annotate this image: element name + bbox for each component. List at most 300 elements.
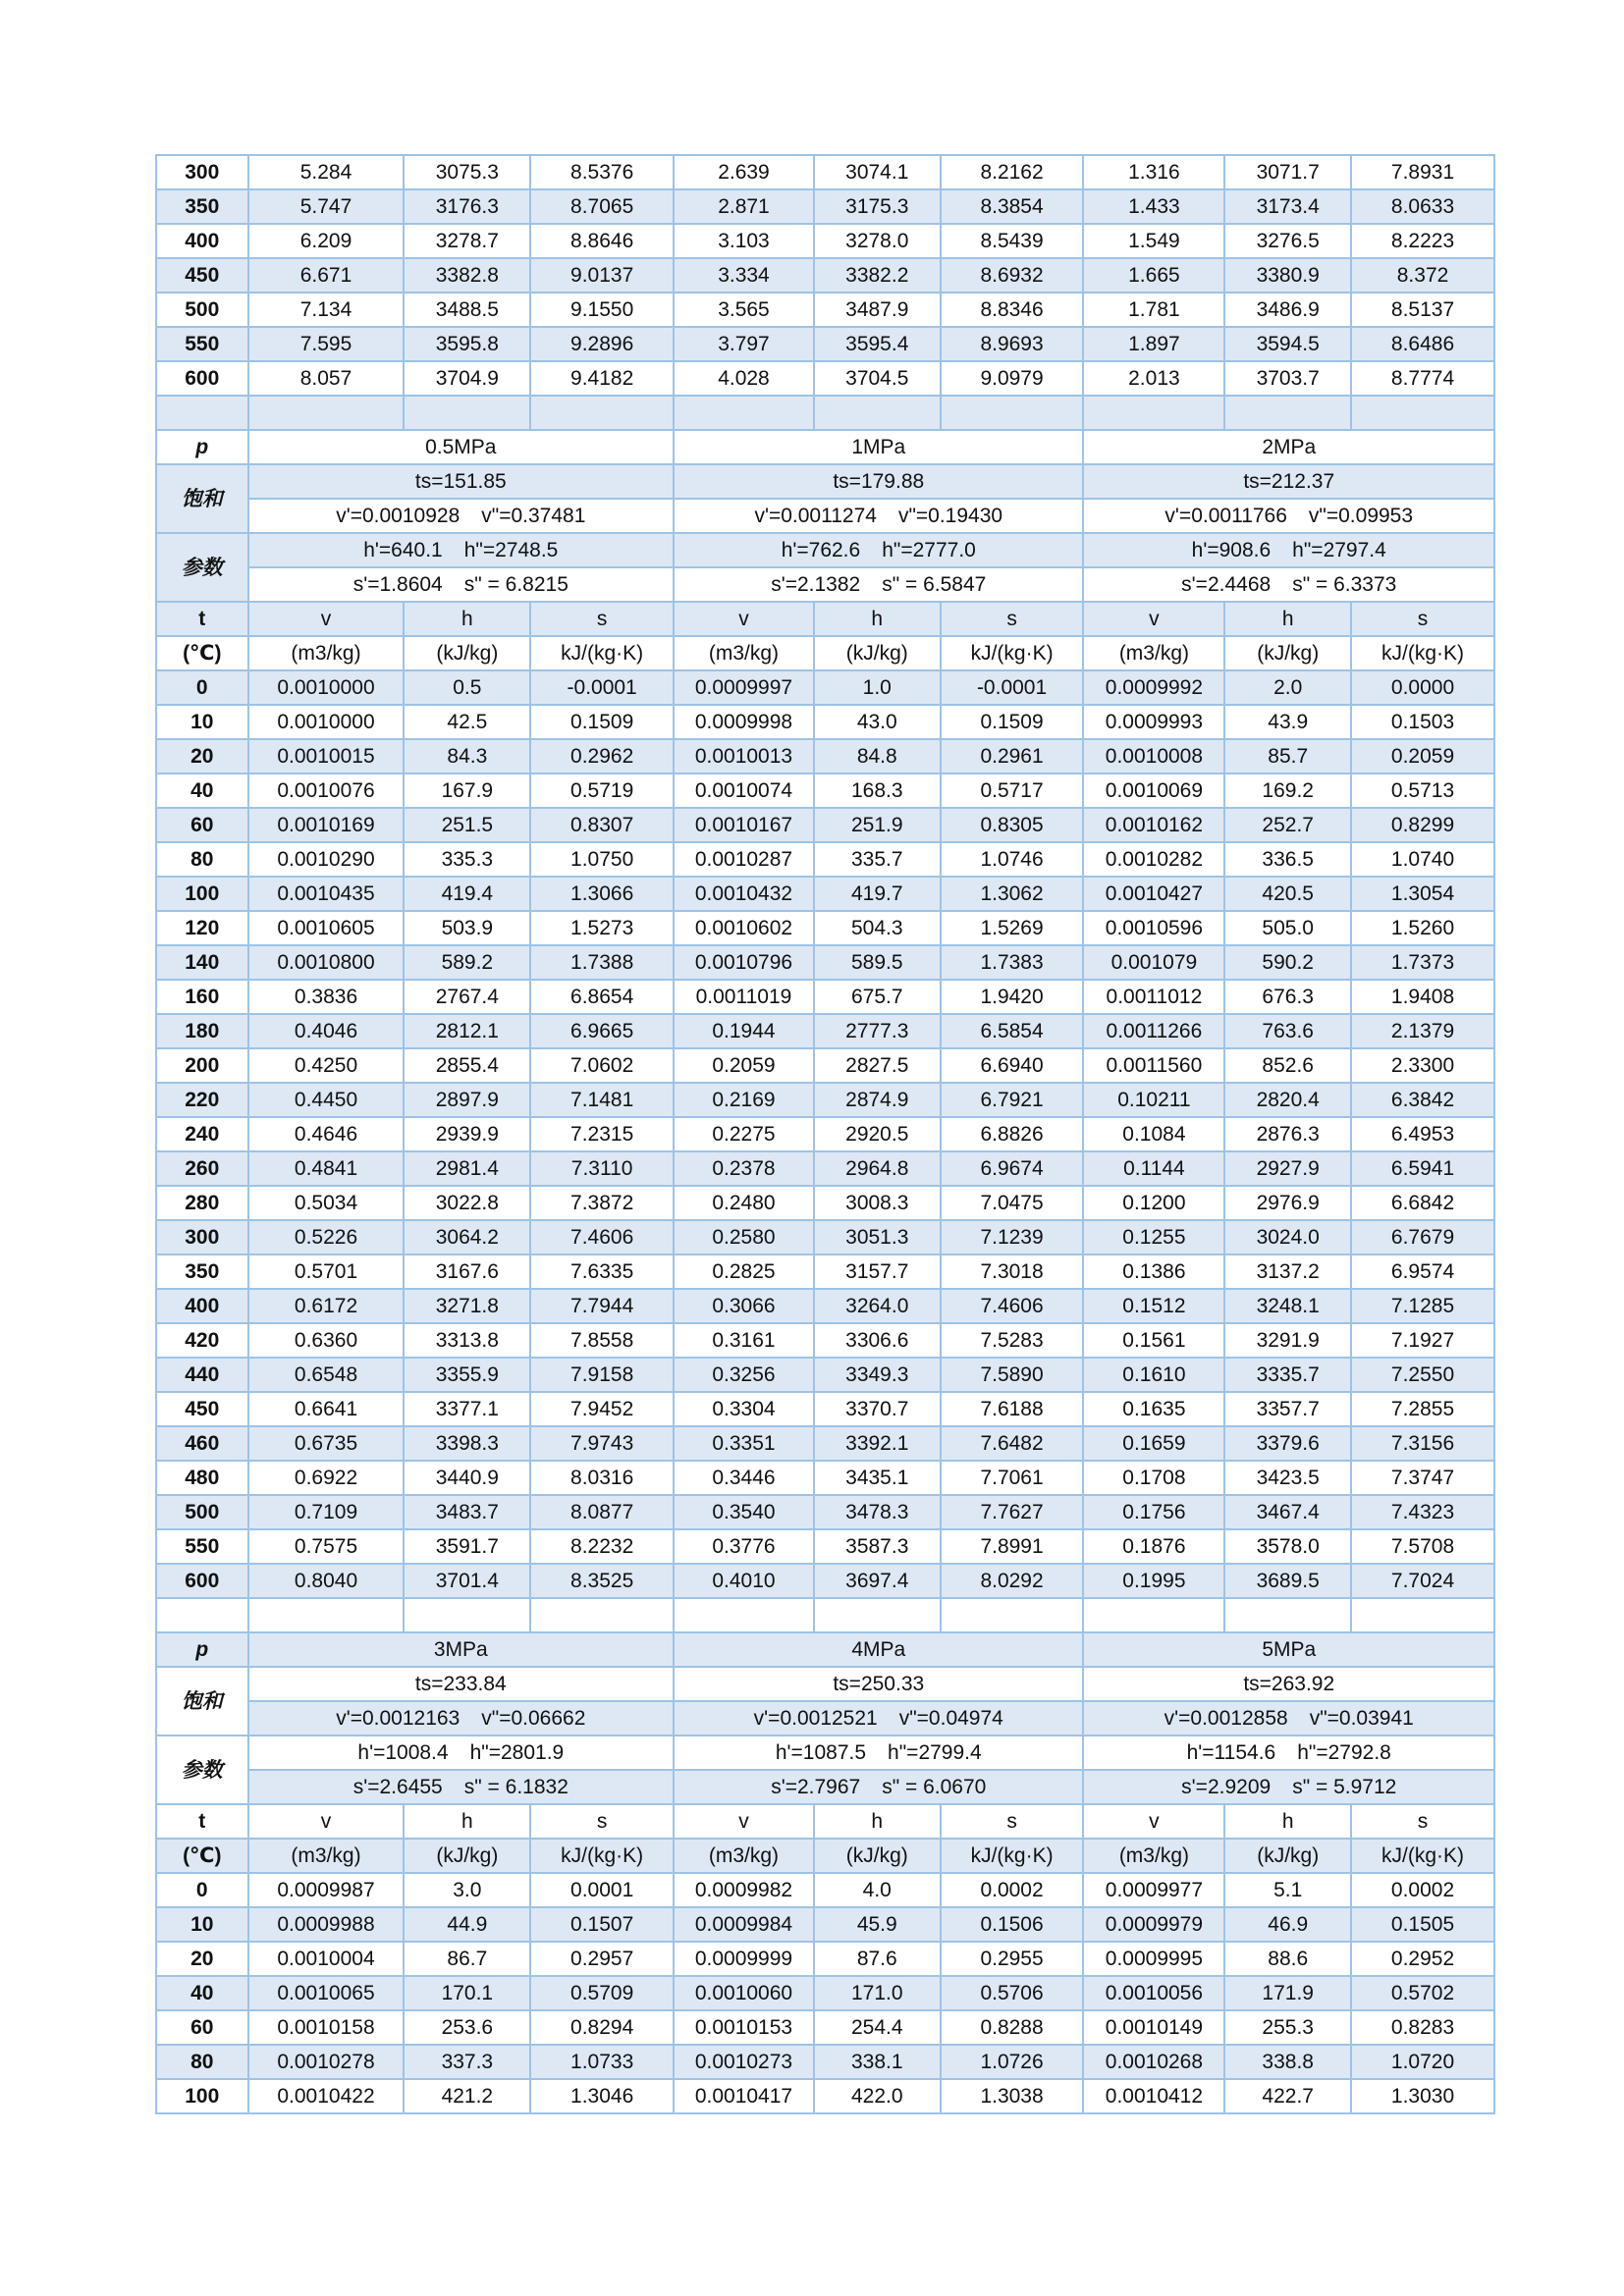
value-cell: 0.4841: [248, 1151, 405, 1186]
value-cell: 252.7: [1224, 808, 1351, 842]
value-cell: 255.3: [1224, 2010, 1351, 2045]
value-cell: 3423.5: [1224, 1461, 1351, 1495]
value-cell: 0.7109: [248, 1495, 405, 1529]
table-row: [156, 1873, 1494, 1907]
value-cell: 2874.9: [814, 1083, 941, 1117]
value-cell: 0.0009998: [674, 705, 814, 739]
column-header: v: [674, 602, 814, 636]
unit-header: (m3/kg): [1083, 1839, 1224, 1873]
value-cell: 0.2952: [1351, 1942, 1494, 1976]
column-header: v: [248, 602, 405, 636]
saturation-enthalpy: [248, 1735, 675, 1770]
saturation-entropy: [1083, 1770, 1494, 1804]
value-cell: 3176.3: [404, 189, 530, 224]
value-cell: 0.1756: [1083, 1495, 1224, 1529]
value-cell: 1.665: [1083, 258, 1224, 293]
value-cell: 7.7061: [941, 1461, 1084, 1495]
value-cell: 0.6172: [248, 1289, 405, 1323]
value-cell: 3382.8: [404, 258, 530, 293]
value-cell: 338.1: [814, 2045, 941, 2079]
value-cell: 422.7: [1224, 2079, 1351, 2113]
value-cell: 1.5269: [941, 911, 1084, 945]
saturation-entropy: [674, 1770, 1083, 1804]
temperature-cell: 0: [156, 670, 248, 705]
saturation-entropy: [248, 567, 675, 602]
steam-property-table: [155, 154, 1495, 2114]
column-header: v: [674, 1804, 814, 1839]
pressure-value: 0.5MPa: [248, 430, 675, 464]
value-cell: 0.0010596: [1083, 911, 1224, 945]
value-cell: 0.2378: [674, 1151, 814, 1186]
value-cell: 6.8654: [530, 980, 674, 1014]
value-cell: 2927.9: [1224, 1151, 1351, 1186]
value-cell: 3022.8: [404, 1186, 530, 1220]
value-cell: 7.595: [248, 327, 405, 361]
value-cell: 0.2961: [941, 739, 1084, 774]
saturation-enthalpy: [248, 533, 675, 567]
value-cell: 3355.9: [404, 1358, 530, 1392]
saturation-temperature: ts=212.37: [1083, 464, 1494, 499]
value-cell: 0.1995: [1083, 1564, 1224, 1598]
value-cell: 4.028: [674, 361, 814, 396]
table-row: [156, 1151, 1494, 1186]
value-cell: 0.0010149: [1083, 2010, 1224, 2045]
pressure-header-row: [156, 430, 1494, 464]
table-row: [156, 1976, 1494, 2010]
saturation-enthalpy-liquid: h'=1008.4: [357, 1741, 449, 1764]
temperature-cell: 500: [156, 1495, 248, 1529]
value-cell: 3382.2: [814, 258, 941, 293]
value-cell: 3486.9: [1224, 293, 1351, 327]
pressure-label: p: [156, 430, 248, 464]
unit-header: (kJ/kg): [1224, 1839, 1351, 1873]
saturation-volume: [1083, 499, 1494, 533]
column-header: h: [814, 602, 941, 636]
value-cell: 0.5701: [248, 1255, 405, 1289]
value-cell: 3335.7: [1224, 1358, 1351, 1392]
value-cell: 0.3256: [674, 1358, 814, 1392]
value-cell: 0.1659: [1083, 1426, 1224, 1461]
value-cell: 44.9: [404, 1907, 530, 1942]
value-cell: 7.1481: [530, 1083, 674, 1117]
value-cell: 3591.7: [404, 1529, 530, 1564]
value-cell: 6.3842: [1351, 1083, 1494, 1117]
value-cell: 0.3446: [674, 1461, 814, 1495]
saturation-volume-liquid: v'=0.0012858: [1164, 1707, 1288, 1730]
value-cell: 0.8307: [530, 808, 674, 842]
value-cell: 7.0475: [941, 1186, 1084, 1220]
table-row: [156, 877, 1494, 911]
temperature-cell: 300: [156, 155, 248, 189]
value-cell: 8.2223: [1351, 224, 1494, 258]
value-cell: 7.6335: [530, 1255, 674, 1289]
value-cell: 0.0009987: [248, 1873, 405, 1907]
column-header: s: [941, 602, 1084, 636]
saturation-entropy-vapor: s" = 5.9712: [1292, 1776, 1397, 1798]
value-cell: 85.7: [1224, 739, 1351, 774]
value-cell: 2939.9: [404, 1117, 530, 1151]
value-cell: 0.3776: [674, 1529, 814, 1564]
table-row: [156, 1255, 1494, 1289]
value-cell: 169.2: [1224, 774, 1351, 808]
saturation-entropy: [248, 1770, 675, 1804]
column-header: h: [1224, 1804, 1351, 1839]
value-cell: 336.5: [1224, 842, 1351, 877]
value-cell: 0.1610: [1083, 1358, 1224, 1392]
value-cell: -0.0001: [530, 670, 674, 705]
saturation-volume-liquid: v'=0.0011766: [1164, 505, 1287, 527]
value-cell: 0.3304: [674, 1392, 814, 1426]
value-cell: 42.5: [404, 705, 530, 739]
saturation-entropy: [674, 567, 1083, 602]
temperature-cell: 400: [156, 224, 248, 258]
value-cell: 3278.7: [404, 224, 530, 258]
value-cell: 8.8646: [530, 224, 674, 258]
column-header: s: [1351, 1804, 1494, 1839]
temperature-cell: 10: [156, 1907, 248, 1942]
value-cell: 0.0009977: [1083, 1873, 1224, 1907]
value-cell: 3704.9: [404, 361, 530, 396]
value-cell: 0.0009982: [674, 1873, 814, 1907]
table-row: [156, 1117, 1494, 1151]
value-cell: 0.6641: [248, 1392, 405, 1426]
blank-cell: [814, 1598, 941, 1632]
value-cell: 1.3062: [941, 877, 1084, 911]
temperature-cell: 160: [156, 980, 248, 1014]
value-cell: 3291.9: [1224, 1323, 1351, 1358]
value-cell: 0.0010796: [674, 945, 814, 980]
value-cell: 6.9574: [1351, 1255, 1494, 1289]
value-cell: 0.8040: [248, 1564, 405, 1598]
value-cell: 7.6482: [941, 1426, 1084, 1461]
unit-header: (m3/kg): [248, 636, 405, 670]
value-cell: 6.7679: [1351, 1220, 1494, 1255]
temperature-cell: 600: [156, 1564, 248, 1598]
unit-header: kJ/(kg·K): [1351, 1839, 1494, 1873]
value-cell: 1.897: [1083, 327, 1224, 361]
value-cell: 88.6: [1224, 1942, 1351, 1976]
value-cell: 6.671: [248, 258, 405, 293]
saturation-temperature: ts=179.88: [674, 464, 1083, 499]
value-cell: 7.2315: [530, 1117, 674, 1151]
value-cell: 8.7065: [530, 189, 674, 224]
table-row: [156, 1048, 1494, 1083]
value-cell: 8.0877: [530, 1495, 674, 1529]
value-cell: 0.0010158: [248, 2010, 405, 2045]
value-cell: 8.0316: [530, 1461, 674, 1495]
saturation-entropy-liquid: s'=2.9209: [1181, 1776, 1272, 1798]
value-cell: 0.1200: [1083, 1186, 1224, 1220]
saturation-entropy-vapor: s" = 6.3373: [1292, 573, 1397, 596]
table-row: [156, 1495, 1494, 1529]
temperature-cell: 40: [156, 774, 248, 808]
value-cell: 0.0010008: [1083, 739, 1224, 774]
value-cell: 3370.7: [814, 1392, 941, 1426]
unit-header-row: [156, 636, 1494, 670]
value-cell: 0.2059: [1351, 739, 1494, 774]
value-cell: 3157.7: [814, 1255, 941, 1289]
value-cell: 852.6: [1224, 1048, 1351, 1083]
value-cell: 8.5376: [530, 155, 674, 189]
saturation-enthalpy-row: [156, 533, 1494, 567]
value-cell: 0.0009999: [674, 1942, 814, 1976]
saturation-enthalpy: [674, 533, 1083, 567]
value-cell: 7.2550: [1351, 1358, 1494, 1392]
value-cell: 0.4010: [674, 1564, 814, 1598]
value-cell: 0.0011266: [1083, 1014, 1224, 1048]
value-cell: 4.0: [814, 1873, 941, 1907]
value-cell: 0.1944: [674, 1014, 814, 1048]
value-cell: 0.6922: [248, 1461, 405, 1495]
value-cell: 0.1386: [1083, 1255, 1224, 1289]
saturation-entropy-vapor: s" = 6.8215: [463, 573, 568, 596]
temperature-cell: 100: [156, 2079, 248, 2113]
value-cell: 87.6: [814, 1942, 941, 1976]
value-cell: 251.9: [814, 808, 941, 842]
value-cell: 0.2957: [530, 1942, 674, 1976]
blank-cell: [404, 396, 530, 430]
temperature-cell: 60: [156, 808, 248, 842]
value-cell: 421.2: [404, 2079, 530, 2113]
value-cell: 3697.4: [814, 1564, 941, 1598]
value-cell: 3701.4: [404, 1564, 530, 1598]
value-cell: 3.565: [674, 293, 814, 327]
value-cell: 3487.9: [814, 293, 941, 327]
value-cell: 3137.2: [1224, 1255, 1351, 1289]
pressure-value: 5MPa: [1083, 1632, 1494, 1667]
temperature-cell: 80: [156, 842, 248, 877]
saturation-entropy-vapor: s" = 6.5847: [882, 573, 987, 596]
column-header: s: [530, 1804, 674, 1839]
table-row: [156, 1186, 1494, 1220]
value-cell: 3578.0: [1224, 1529, 1351, 1564]
value-cell: 6.6940: [941, 1048, 1084, 1083]
value-cell: 8.5137: [1351, 293, 1494, 327]
saturation-enthalpy-liquid: h'=762.6: [781, 539, 861, 561]
value-cell: 0.0010015: [248, 739, 405, 774]
unit-header: kJ/(kg·K): [530, 1839, 674, 1873]
table-row: [156, 1426, 1494, 1461]
value-cell: 7.3110: [530, 1151, 674, 1186]
value-cell: 6.5941: [1351, 1151, 1494, 1186]
unit-header: kJ/(kg·K): [941, 1839, 1084, 1873]
value-cell: 8.7774: [1351, 361, 1494, 396]
table-row: [156, 1358, 1494, 1392]
value-cell: 170.1: [404, 1976, 530, 2010]
table-row: [156, 842, 1494, 877]
value-cell: 2855.4: [404, 1048, 530, 1083]
value-cell: 9.0137: [530, 258, 674, 293]
blank-cell: [1083, 396, 1224, 430]
value-cell: 8.8346: [941, 293, 1084, 327]
table-row: [156, 293, 1494, 327]
unit-header: (m3/kg): [674, 636, 814, 670]
value-cell: 6.9665: [530, 1014, 674, 1048]
value-cell: 3278.0: [814, 224, 941, 258]
pressure-value: 2MPa: [1083, 430, 1494, 464]
column-header: s: [1351, 602, 1494, 636]
saturation-volume-row: [156, 499, 1494, 533]
value-cell: 7.5283: [941, 1323, 1084, 1358]
value-cell: 2.639: [674, 155, 814, 189]
value-cell: 0.0010069: [1083, 774, 1224, 808]
value-cell: 335.3: [404, 842, 530, 877]
table-row: [156, 808, 1494, 842]
column-header: h: [404, 602, 530, 636]
value-cell: 7.0602: [530, 1048, 674, 1083]
value-cell: 7.134: [248, 293, 405, 327]
value-cell: 1.0726: [941, 2045, 1084, 2079]
value-cell: 504.3: [814, 911, 941, 945]
table-row: [156, 774, 1494, 808]
value-cell: 0.3161: [674, 1323, 814, 1358]
value-cell: 0.1506: [941, 1907, 1084, 1942]
value-cell: 3483.7: [404, 1495, 530, 1529]
value-cell: 3.103: [674, 224, 814, 258]
value-cell: 8.3525: [530, 1564, 674, 1598]
value-cell: 3276.5: [1224, 224, 1351, 258]
value-cell: 3467.4: [1224, 1495, 1351, 1529]
value-cell: 3064.2: [404, 1220, 530, 1255]
value-cell: 2820.4: [1224, 1083, 1351, 1117]
value-cell: 0.0009988: [248, 1907, 405, 1942]
saturation-volume: [248, 1701, 675, 1735]
temperature-cell: 600: [156, 361, 248, 396]
value-cell: 6.8826: [941, 1117, 1084, 1151]
value-cell: 3595.8: [404, 327, 530, 361]
value-cell: 5.1: [1224, 1873, 1351, 1907]
temperature-cell: 100: [156, 877, 248, 911]
value-cell: 0.0010427: [1083, 877, 1224, 911]
value-cell: 2.871: [674, 189, 814, 224]
value-cell: 7.8991: [941, 1529, 1084, 1564]
value-cell: 0.0010060: [674, 1976, 814, 2010]
saturation-temperature: ts=151.85: [248, 464, 675, 499]
value-cell: 3.797: [674, 327, 814, 361]
unit-header: (kJ/kg): [814, 636, 941, 670]
saturation-label: 饱和: [156, 464, 248, 533]
value-cell: 0.0010282: [1083, 842, 1224, 877]
value-cell: 0.0010074: [674, 774, 814, 808]
temperature-cell: 0: [156, 1873, 248, 1907]
pressure-value: 3MPa: [248, 1632, 675, 1667]
value-cell: 8.5439: [941, 224, 1084, 258]
saturation-enthalpy-liquid: h'=1087.5: [775, 1741, 867, 1764]
value-cell: 676.3: [1224, 980, 1351, 1014]
value-cell: 2976.9: [1224, 1186, 1351, 1220]
value-cell: 0.0011560: [1083, 1048, 1224, 1083]
saturation-enthalpy: [1083, 533, 1494, 567]
value-cell: 0.4046: [248, 1014, 405, 1048]
column-header-row: [156, 1804, 1494, 1839]
parameter-label: 参数: [156, 533, 248, 602]
saturation-enthalpy-row: [156, 1735, 1494, 1770]
table-row: [156, 1083, 1494, 1117]
value-cell: 422.0: [814, 2079, 941, 2113]
saturation-enthalpy-liquid: h'=1154.6: [1186, 1741, 1276, 1764]
value-cell: 0.001079: [1083, 945, 1224, 980]
column-header: h: [814, 1804, 941, 1839]
value-cell: 0.0010076: [248, 774, 405, 808]
saturation-volume-vapor: v"=0.06662: [481, 1707, 586, 1730]
unit-header: kJ/(kg·K): [941, 636, 1084, 670]
saturation-volume-liquid: v'=0.0012521: [753, 1707, 878, 1730]
value-cell: 3704.5: [814, 361, 941, 396]
temperature-cell: 450: [156, 258, 248, 293]
blank-cell: [156, 396, 248, 430]
value-cell: 0.0000: [1351, 670, 1494, 705]
saturation-volume-vapor: v"=0.19430: [897, 505, 1003, 527]
value-cell: 7.7024: [1351, 1564, 1494, 1598]
value-cell: 3377.1: [404, 1392, 530, 1426]
value-cell: 7.9158: [530, 1358, 674, 1392]
value-cell: 0.5: [404, 670, 530, 705]
value-cell: 0.0010065: [248, 1976, 405, 2010]
value-cell: 0.8294: [530, 2010, 674, 2045]
saturation-entropy-vapor: s" = 6.1832: [463, 1776, 568, 1798]
value-cell: 0.5034: [248, 1186, 405, 1220]
unit-header: (kJ/kg): [404, 1839, 530, 1873]
table-row: [156, 2079, 1494, 2113]
value-cell: 0.10211: [1083, 1083, 1224, 1117]
value-cell: 3587.3: [814, 1529, 941, 1564]
value-cell: 171.9: [1224, 1976, 1351, 2010]
value-cell: 0.0010167: [674, 808, 814, 842]
value-cell: 1.7373: [1351, 945, 1494, 980]
table-row: [156, 258, 1494, 293]
value-cell: 0.2480: [674, 1186, 814, 1220]
temperature-cell: 20: [156, 1942, 248, 1976]
value-cell: 0.0010153: [674, 2010, 814, 2045]
saturation-volume-liquid: v'=0.0012163: [336, 1707, 460, 1730]
blank-cell: [1224, 396, 1351, 430]
value-cell: 3313.8: [404, 1323, 530, 1358]
column-header: v: [1083, 1804, 1224, 1839]
saturation-temperature: ts=250.33: [674, 1667, 1083, 1701]
saturation-entropy: [1083, 567, 1494, 602]
column-header: h: [1224, 602, 1351, 636]
value-cell: 0.0010004: [248, 1942, 405, 1976]
value-cell: 0.1509: [530, 705, 674, 739]
saturation-enthalpy: [674, 1735, 1083, 1770]
value-cell: 2897.9: [404, 1083, 530, 1117]
saturation-volume: [248, 499, 675, 533]
column-header: h: [404, 1804, 530, 1839]
value-cell: 8.6486: [1351, 327, 1494, 361]
value-cell: 3349.3: [814, 1358, 941, 1392]
table-row: [156, 1529, 1494, 1564]
value-cell: 1.549: [1083, 224, 1224, 258]
value-cell: 0.2962: [530, 739, 674, 774]
temperature-cell: 140: [156, 945, 248, 980]
pressure-value: 4MPa: [674, 1632, 1083, 1667]
value-cell: 0.8283: [1351, 2010, 1494, 2045]
value-cell: 171.0: [814, 1976, 941, 2010]
temperature-cell: 120: [156, 911, 248, 945]
value-cell: 2827.5: [814, 1048, 941, 1083]
temperature-cell: 40: [156, 1976, 248, 2010]
value-cell: 43.9: [1224, 705, 1351, 739]
value-cell: 0.0009995: [1083, 1942, 1224, 1976]
value-cell: 589.2: [404, 945, 530, 980]
saturation-enthalpy: [1083, 1735, 1494, 1770]
value-cell: 7.4606: [530, 1220, 674, 1255]
temperature-cell: 350: [156, 1255, 248, 1289]
value-cell: 7.4606: [941, 1289, 1084, 1323]
table-row: [156, 980, 1494, 1014]
temperature-cell: 280: [156, 1186, 248, 1220]
value-cell: 3440.9: [404, 1461, 530, 1495]
